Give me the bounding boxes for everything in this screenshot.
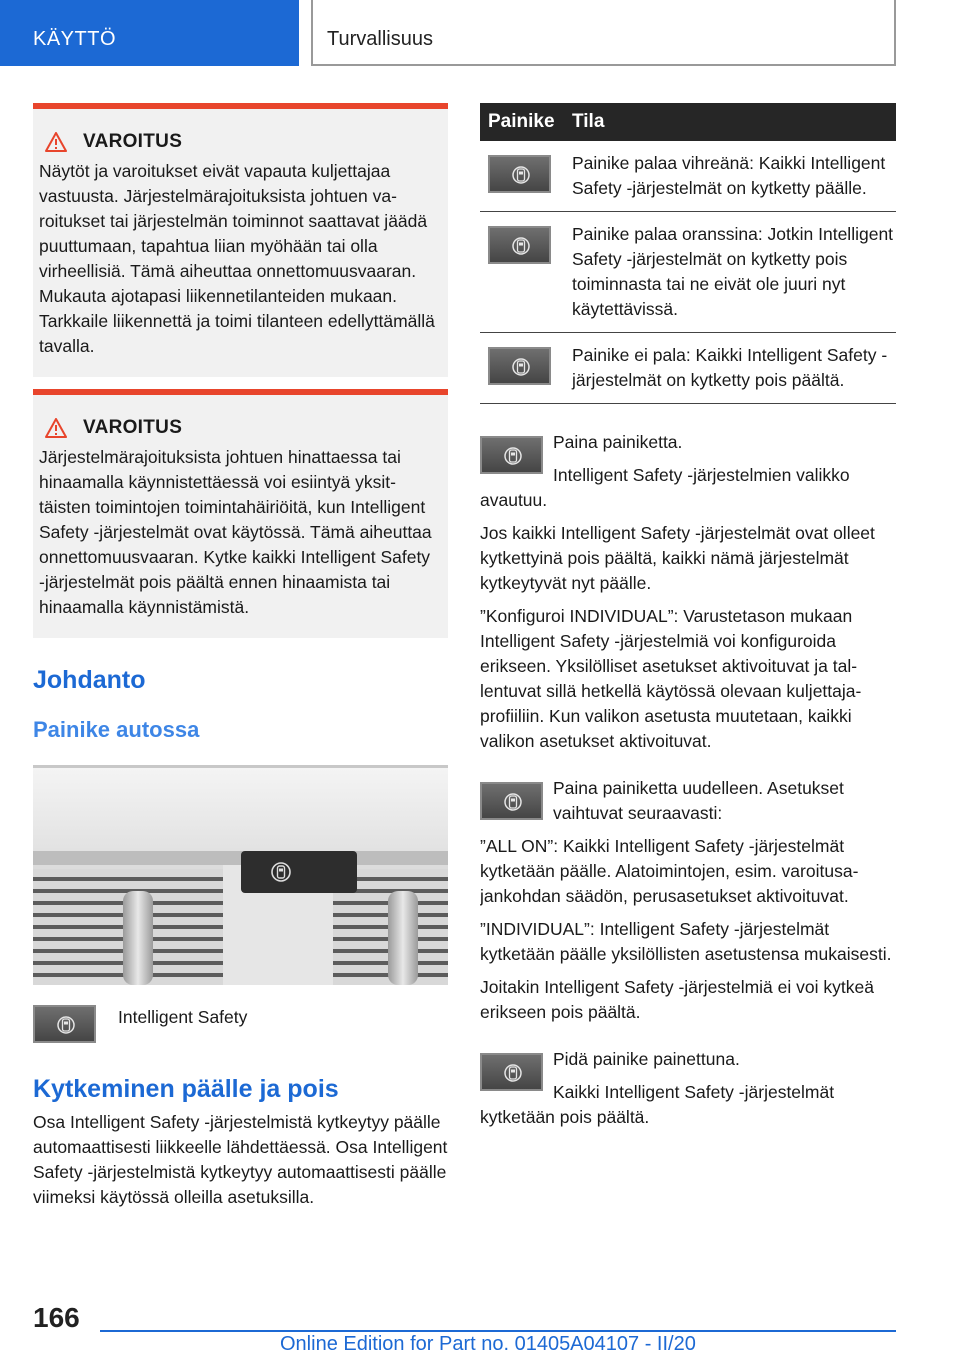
section-heading: Kytkeminen päälle ja pois xyxy=(33,1075,339,1103)
intelligent-safety-button-icon xyxy=(480,1053,543,1091)
table-cell-status: Painike palaa oranssina: Jotkin Intelligent Safety -järjestelmät on kytketty pois toiminnasta tai ne eivät ole juuri nyt käytettävissä. xyxy=(564,212,896,333)
body-text: Osa Intelligent Safety -järjestelmistä kytkeytyy päälle automaattisesti liikkeelle lähdettäessä. Osa Intelligent Safety -järjestelmistä kytkeytyy automaattisesti päälle viimeksi käytössä olleilla asetuksilla. xyxy=(33,1112,448,1207)
button-status-table xyxy=(480,103,896,404)
instruction-block xyxy=(480,776,896,1033)
warning-text: Järjestelmärajoituksista johtuen hinattaessa tai hinaamalla käynnistettäessä voi esiintyä yksittäisten toimintojen toimintahäiriöitä, kun Intelligent Safety -järjestelmät ovat käytössä. Tämä aiheuttaa onnettomuusvaaran. Kytke kaikki Intelligent Safety -järjestelmät pois päältä ennen hinaamista tai hinaamalla käynnistämistä. xyxy=(39,447,432,617)
intelligent-safety-icon xyxy=(271,861,291,883)
warning-text: Näytöt ja varoitukset eivät vapauta kuljettajaa vastuusta. Järjestelmärajoituksista johtuen varoitukset tai järjestelmän toiminnot saattavat jäädä puuttumaan, tapahtua liian myöhään tai olla virheellisiä. Tämä aiheuttaa onnettomuusvaaran. Mukauta ajotapasi liikennetilanteiden mukaan. Tarkkaile liikennettä ja toimi tilanteen edellyttämällä tavalla. xyxy=(39,161,435,356)
body-text: ”INDIVIDUAL”: Intelligent Safety -järjestelmät kytketään päälle yksilöllisten asetustensa mukaisesti. xyxy=(480,919,892,964)
intelligent-safety-icon xyxy=(512,356,530,378)
body-text: Joitakin Intelligent Safety -järjestelmiä ei voi kytkeä erikseen pois päältä. xyxy=(480,977,874,1022)
instruction-block xyxy=(480,430,896,762)
table-header-row xyxy=(480,103,896,141)
table-cell-status: Painike palaa vihreänä: Kaikki Intelligent Safety -järjestelmät on kytketty päälle. xyxy=(564,141,896,212)
table-cell-icon xyxy=(480,141,564,212)
warning-triangle-icon xyxy=(45,132,67,152)
header-section-tab xyxy=(0,0,299,66)
warning-triangle-icon xyxy=(45,418,67,438)
intelligent-safety-button-icon xyxy=(488,226,551,264)
intelligent-safety-icon xyxy=(57,1014,75,1036)
warning-title: VAROITUS xyxy=(83,131,183,152)
warning-heading xyxy=(45,417,440,439)
table-row xyxy=(480,212,896,333)
intelligent-safety-button-icon xyxy=(33,1005,96,1043)
body-text: ”ALL ON”: Kaikki Intelligent Safety -järjestelmät kytketään päälle. Alatoimintojen, esim. varoitusajankohdan säädön, perusasetukset aktivoituvat. xyxy=(480,836,859,906)
right-column xyxy=(480,103,896,1138)
table-cell-icon xyxy=(480,333,564,404)
left-column xyxy=(33,103,448,1210)
body-text: Jos kaikki Intelligent Safety -järjestelmät ovat olleet kytkettyinä pois päältä, kaikki nämä järjestelmät kytkeytyvät nyt päälle. xyxy=(480,523,875,593)
intelligent-safety-button-icon xyxy=(480,782,543,820)
header-section-label: KÄYTTÖ xyxy=(33,28,117,50)
footer-divider xyxy=(100,1330,896,1332)
page-number: 166 xyxy=(33,1302,80,1333)
intelligent-safety-icon xyxy=(504,1062,522,1084)
table-row xyxy=(480,333,896,404)
intelligent-safety-icon xyxy=(512,235,530,257)
intelligent-safety-button-icon xyxy=(488,155,551,193)
instruction-result: Kaikki Intelligent Safety -järjestelmät kytketään pois päältä. xyxy=(480,1082,835,1127)
instruction-action: Paina painiketta uudelleen. Asetukset vaihtuvat seuraavasti: xyxy=(553,778,844,823)
vent-knob xyxy=(388,891,418,985)
intelligent-safety-icon xyxy=(512,164,530,186)
dashboard-surface xyxy=(33,765,448,851)
table-header-status: Tila xyxy=(564,103,896,141)
warning-heading xyxy=(45,131,440,153)
table-cell-icon xyxy=(480,212,564,333)
car-interior-photo xyxy=(33,765,448,985)
intelligent-safety-button-icon xyxy=(480,436,543,474)
button-label: Intelligent Safety xyxy=(118,1007,248,1027)
body-text: ”Konfiguroi INDIVIDUAL”: Varustetason mukaan Intelligent Safety -järjestelmiä voi konfiguroida erikseen. Yksilölliset asetukset aktivoituvat ja tallentuvat sillä hetkellä käytössä olevaan kuljettajaprofiiliin. Kun valikon asetusta muutetaan, kaikki valikon asetukset aktivoituvat. xyxy=(480,606,862,751)
footer-edition: Online Edition for Part no. 01405A04107 - II/20 xyxy=(280,1333,696,1355)
instruction-block xyxy=(480,1047,896,1138)
instruction-result: Intelligent Safety -järjestelmien valikko avautuu. xyxy=(480,465,850,510)
intelligent-safety-button-icon xyxy=(488,347,551,385)
header-chapter-label: Turvallisuus xyxy=(327,28,433,50)
instruction-action: Paina painiketta. xyxy=(553,432,683,452)
warning-title: VAROITUS xyxy=(83,417,183,438)
button-panel xyxy=(241,851,357,893)
vent-knob xyxy=(123,891,153,985)
button-legend xyxy=(33,1005,448,1043)
warning-box xyxy=(33,389,448,638)
table-row xyxy=(480,141,896,212)
header-chapter-tab xyxy=(311,0,896,66)
table-cell-status: Painike ei pala: Kaikki Intelligent Safety -järjestelmät on kytketty pois päältä. xyxy=(564,333,896,404)
section-heading: Johdanto xyxy=(33,666,146,694)
intelligent-safety-icon xyxy=(504,445,522,467)
warning-box xyxy=(33,103,448,377)
instruction-action: Pidä painike painettuna. xyxy=(553,1049,740,1069)
subsection-heading: Painike autossa xyxy=(33,717,200,742)
table-header-button: Painike xyxy=(480,103,564,141)
intelligent-safety-icon xyxy=(504,791,522,813)
